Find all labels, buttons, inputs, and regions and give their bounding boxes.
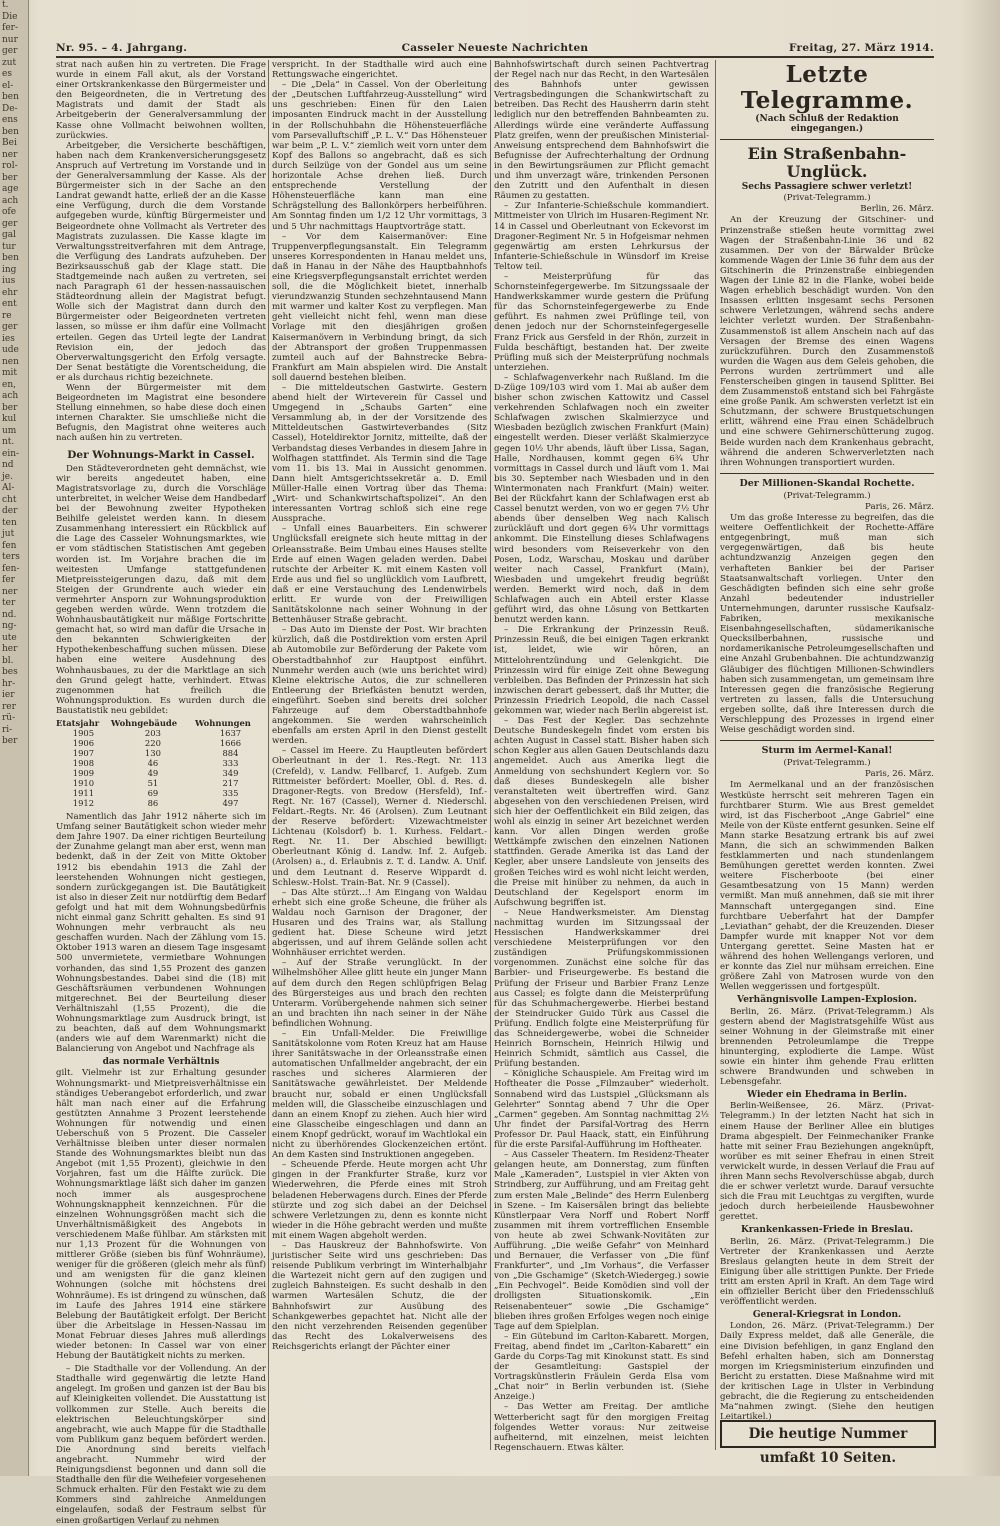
table-header: Wohnungen [194, 718, 251, 728]
divider [720, 740, 934, 741]
margin-fragment: ute [2, 632, 17, 643]
margin-fragment: Die [2, 11, 18, 22]
margin-fragment: zut [2, 57, 17, 68]
table-cell: 1905 [72, 728, 95, 739]
news-item: – Die „Dela“ in Cassel. Von der Oberleitung der „Deutschen Luftfahrzeug-Ausstellung“ wird uns geschrieben: Einen für den Laien imposanten Eindruck macht in der Ausstellung in der Rollschuhbahn die Höhensteuerfläche vom Parsevalluftschiff „P. L. V.“ Das Höhensteuer war beim „P. L. V.“ ziemlich weit vorn unter dem Kopf des Ballons so angebracht, daß es sich durch Seilzüge von der Gondel aus um seine horizontale Achse drehen ließ. Durch entsprechende Verstellung der Höhensteuerfläche kann man eine Schrägstellung des Ballonkörpers herbeiführen. Am Sonntag finden um 1/2 12 Uhr vormittags, 3 und 5 Uhr nachmittags Hauptvorträge statt. [272, 80, 487, 232]
news-item: – Schlafwagenverkehr nach Rußland. Im die D-Züge 109/103 wird vom 1. Mai ab außer dem bisher schon zwischen Kattowitz und Cassel verkehrenden Schlafwagen noch ein zweiter Schlafwagen zwischen Skalmierzyce und Wiesbaden bezüglich zwischen Frankfurt (Main) eingestellt werden. Dieser verläßt Skalmierzyce gegen 10½ Uhr abends, läuft über Lissa, Sagan, Halle, Nordhausen, kommt gegen 6¾ Uhr vormittags in Cassel durch und läuft vom 1. Mai bis 30. September nach Wiesbaden und in den Wintermonaten nach Frankfurt (Main) weiter. Bei der Rückfahrt kann der Schlafwagen erst ab Cassel benutzt werden, von wo er gegen 7½ Uhr abends über denselben Weg nach Kalisch zurückläuft und dort gegen 6¾ Uhr vormittags ankommt. Die Einstellung dieses Schlafwagens wird besonders vom Reiseverkehr von den Posen, Lodz, Warschau, Moskau und darüber weiter nach Cassel, Frankfurt (Main), Wiesbaden und umgekehrt freudig begrüßt werden. Bemerkt wird noch, daß in dem Schlafwagen auch ein Abteil erster Klasse geführt wird, das ohne Lösung von Bettkarten benutzt werden kann. [494, 372, 709, 626]
telegram-dateline: Berlin, 26. März. [860, 204, 934, 215]
table-header: Etatsjahr [56, 718, 100, 728]
margin-fragment: fer- [2, 23, 19, 33]
article-text: – Die Stadthalle vor der Vollendung. An der Stadthalle wird gegenwärtig die letzte Hand angelegt. Im großen und ganzen ist der Bau bis auf Kleinigkeiten vollendet. Die Ausstattung ist vollkommen zur Stelle. Auch bereits die elektrischen Beleuchtungskörper sind angebracht, wie auch Mappe für die Stadthalle vom Publikum ganz bequem befördert werden. Die Anordnung sind bereits vielfach angebracht. Nummehr wird der Reinigungsdienst begonnen und dann soll die Stadthalle den für die Weihefeier vorgesehenen Schmuck erhalten. Für den Festakt wie zu dem Kommers sind zahlreiche Anmeldungen eingelaufen, sodaß der Festraum selbst für einen großartigen Verlauf zu nehmen [56, 1364, 266, 1526]
paper-name: Casseler Neueste Nachrichten [401, 42, 589, 54]
table-cell: 51 [147, 778, 159, 789]
column-rule [715, 60, 716, 1450]
table-cell: 46 [147, 758, 159, 769]
margin-fragment: bes [2, 667, 18, 677]
telegram-headline: Verhängnisvolle Lampen-Explosion. [737, 995, 917, 1006]
article-text: Bahnhofswirtschaft durch seinen Pachtvertrag der Regel nach nur das Recht, in den Wartesälen des Bahnhofs unter gewissen Vertragsbedingungen die Schankwirtschaft zu betreiben. Das Recht des Hausherrn darin steht lediglich nur den betreffenden Bahnbeamten zu. Allerdings würde eine veränderte Auffassung Platz greifen, wenn der preußischen Ministerial-Anweisung entsprechend dem Bahnhofswirt die Befugnisse der Aufrechterhaltung der Ordnung in den Bewirtungsräumen zur Pflicht gemacht und ihm unverzagt wäre, trinkenden Personen den Zutritt und den Aufenthalt in diesen Räumen zu gestatten. [494, 60, 709, 202]
table-row [56, 758, 266, 768]
margin-fragment: ude [2, 345, 19, 355]
news-item: – Aus Casseler Theatern. Im Residenz-Theater gelangen heute, am Donnerstag, zum fünften Male „Kameraden“, Lustspiel in vier Akten von Strindberg, zur Aufführung, und am Freitag geht zum ersten Male „Belinde“ des Herrn Eulenberg in Szene. – Im Kaisersälen bringt das beliebte Künstlerpaar Vera Norff und Robert Norff zusammen mit ihrem vortrefflichen Ensemble von heute ab zwei Schwank-Novitäten zur Aufführung. „Die weiße Gefahr“ von Meinhard und Bernauer, die Verfasser von „Die fünf Frankfurter“, und „Im Vorhaus“, die Verfasser von „Die Gschamige“ (Sketch-Wiedergeg.) sowie „Ein Pechvogel“. Beide Komödien sind voll der drolligsten Situationskomik. „Ein Reisenabenteuer“ sowie „Die Gschamige“ blieben ihres großen Erfolges wegen noch einige Tage auf dem Spielplan. [494, 1150, 709, 1332]
margin-fragment: ofe [2, 207, 17, 217]
table-row [56, 738, 266, 748]
news-item: – Das Fest der Kegler. Das sechzehnte Deutsche Bundeskegeln findet vom ersten bis achten August in Cassel statt. Bisher haben sich schon Kegler aus allen Gauen Deutschlands dazu angemeldet. Auch aus Amerika liegt die Anmeldung von sechshundert Keglern vor. So daß dieses Bundeskegeln alle bisher veranstalteten weit übertreffen wird. Ganz abgesehen von den verschiedenen Preisen, wird sich hier der Oeffentlichkeit ein Bild zeigen, das wohl als einzig in seiner Art bezeichnet werden kann. Vor allen Dingen werden große Wettkämpfe zwischen den einzelnen Nationen stattfinden. Gerade Amerika ist das Land der Kegler, aber unsere Landsleute von jenseits des großen Teiches wird es wohl nicht leicht werden, die Preise mit hinüber zu nehmen, da auch in Deutschland der Kegelsport enorm im Aufschwung begriffen ist. [494, 716, 709, 908]
margin-fragment: hr- [2, 678, 16, 689]
housing-statistics-table [56, 718, 266, 808]
telegram-text: Im Aermelkanal und an der französischen Westküste herrscht seit mehreren Tagen ein furchtbarer Sturm. Wie aus Brest gemeldet wird, ist das Fischerboot „Ange Gabriel“ eine Meile von der Küste entfernt gesunken. Seine elf Mann starke Besatzung ertrank bis auf zwei Mann, die sich an schwimmenden Balken festklammerten und nach stundenlangem Bemühungen gerettet werden konnten. Zwei weitere Fischerboote (bei einer Gesamtbesatzung von 15 Mann) werden vermißt. Man muß annehmen, daß sie mit ihrer Mannschaft untergegangen sind. Eine furchtbare Ueberfahrt hat der Dampfer „Leviathan“ gehabt, der die Kreuzenden. Dieser Dampfer wurde mit knapper Not vor dem Untergang gerettet. Seine Masten hat er während des hohen Wellengangs verloren, und er konnte das Ziel nur mühsam erreichen. Eine größere Zahl von Matrosen wurde von den Wellen weggerissen und fortgespült. [720, 780, 934, 993]
lead-telegram-headline: Ein Straßenbahn-Unglück. [747, 144, 907, 182]
table-cell: 1911 [72, 788, 95, 799]
table-cell: 333 [222, 758, 239, 769]
article-subheading: das normale Verhältnis [102, 1057, 220, 1068]
margin-fragment: ach [2, 195, 19, 206]
margin-fragment: fen [2, 540, 17, 551]
table-cell: 130 [144, 748, 161, 759]
telegram-source: (Privat-Telegramm.) [783, 193, 871, 204]
table-cell: 203 [144, 728, 161, 739]
margin-fragment: ens [2, 115, 18, 125]
table-cell: 1909 [72, 768, 95, 779]
news-item: – Zur Infanterie-Schießschule kommandiert. Mittmeister von Ulrich im Husaren-Regiment Nr. 14 in Cassel und Oberleutnant von Eckevorst im Dragoner-Regiment Nr. 5 in Hofgeismar nehmen gegenwärtig am ersten Lehrkursus der Infanterie-Schießschule in Wünsdorf im Kreise Teltow teil. [494, 201, 709, 272]
table-row [56, 788, 266, 798]
column-2 [272, 60, 487, 1450]
telegram-headline: General-Kriegsrat in London. [752, 1310, 902, 1321]
margin-fragment: Bei [2, 138, 17, 148]
margin-fragment: ein- [2, 448, 20, 459]
telegram-text: Um das große Interesse zu begreifen, das die weitere Oeffentlichkeit der Rochette-Affäre entgegenbringt, muß man sich vergegenwärtigen, daß bis heute achtundzwanzig Anzeigen gegen den verhafteten Bankier bei der Pariser Staatsanwaltschaft vorliegen. Unter den Geschädigten befinden sich eine sehr große Anzahl bedeutender industrieller Unternehmungen, darunter russische Kaufsalz-Fabriken, mexikanische Eisenbahngesellschaften, südamerikanische Quecksilberbahnen, russische und nordamerikanische Petroleumgesellschaften und eine Anzahl Grubenbahnen. Die achtundzwanzig Gläubiger des flüchtigen Millionen-Schwindlers haben sich zusammengetan, um gemeinsam ihre Interessen gegen die französische Regierung vertreten zu lassen, falls die Untersuchung ergeben sollte, daß ihre Interessen durch die Verschleppung des Prozesses in irgend einer Weise geschädigt worden sind. [720, 513, 934, 736]
margin-fragment: rü- [2, 713, 16, 723]
margin-fragment: ri- [2, 724, 13, 735]
news-item: – Vor dem Kaisermanöver: Eine Truppenverpflegungsanstalt. Ein Telegramm unseres Korrespondenten in Hanau meldet uns, daß in Hanau in der Nähe des Hauptbahnhofs eine Kriegsverpflegungsanstalt errichtet werden soll, die die Möglichkeit bietet, innerhalb vierundzwanzig Stunden sechzehntausend Mann mit warmer und kalter Kost zu verpflegen. Man geht vielleicht nicht fehl, wenn man diese Vorlage mit den diesjährigen großen Kaisermanövern in Verbindung bringt, da sich der Abtransport der großen Truppenmassen zumteil auch auf der Bahnstrecke Bebra-Frankfurt am Main abspielen wird. Die Anstalt soll dauernd bestehen bleiben. [272, 231, 487, 383]
margin-fragment: ger [2, 218, 18, 229]
margin-fragment: cht [2, 494, 17, 505]
telegram-text: Berlin-Weißensee, 26. März. (Privat-Telegramm.) In der letzten Nacht hat sich in einem Hause der Berliner Allee ein blutiges Drama abgespielt. Der Feinmechaniker Franke hatte mit seiner Frau Beziehungen angeknüpft, worüber es mit seiner Ehefrau in einen Streit verwickelt wurde, in dessen Verlauf die Frau auf ihren Mann sechs Revolverschüsse abgab, durch die er schwer verletzt wurde. Darauf versuchte sich die Frau mit Leuchtgas zu vergiften, wurde jedoch durch herbeieilende Hausbewohner gerettet. [720, 1101, 934, 1223]
margin-fragment: rer [2, 701, 16, 712]
table-cell: 335 [222, 788, 239, 799]
column-3 [494, 60, 709, 1453]
margin-fragment: tur [2, 241, 16, 252]
margin-fragment: ber [2, 402, 18, 413]
margin-fragment: ehr [2, 287, 18, 298]
news-item: – Königliche Schauspiele. Am Freitag wird im Hoftheater die Posse „Filmzauber“ wiederholt. Sonnabend wird das Lustspiel „Glücksmann als Gelehrter“ Sonntag abend 7 Uhr die Oper „Carmen“ gegeben. Am Sonntag nachmittag 2½ Uhr findet der Parsifal-Vortrag des Herrn Professor Dr. Paul Haack, statt, ein Einführung für die erste Parsifal-Aufführung im Hoftheater. [494, 1069, 709, 1151]
news-item: – Ein Unfall-Melder. Die Freiwillige Sanitätskolonne vom Roten Kreuz hat am Hause ihrer Sanitätswache in der Orleansstraße einen automatischen Unfallmelder angebracht, der ein rasches und sicheres Alarmieren der Sanitätswache gewährleistet. Der Meldende braucht nur, sobald er einen Unglücksfall melden will, die Glasscheibe einzuschlagen und dann an einem Knopf zu ziehen. Auch hier wird eine Glasscheibe eingeschlagen und dann an einem Knopf gedrückt, worauf im Wachtlokal ein nicht zu überhörendes Glockenzeichen ertönt. An dem Kasten sind Instruktionen angegeben. [272, 1029, 487, 1161]
margin-fragment: ten [2, 517, 17, 528]
margin-fragment: ing [2, 264, 17, 275]
table-row [56, 728, 266, 738]
margin-fragment: es [2, 69, 12, 79]
telegram-text: Berlin, 26. März. (Privat-Telegramm.) Die Vertreter der Krankenkassen und Aerzte Breslaus gelangten heute in dem Streit der Einigung über alle strittigen Punkte. Der Friede tritt am ersten April in Kraft. An dem Tage wird ein offizieller Bericht über den Friedensschluß veröffentlicht werden. [720, 1236, 934, 1308]
news-item: – Neue Handwerksmeister. Am Dienstag nachmittag wurden im Sitzungssaal der Hessischen Handwerkskammer drei verschiedene Meisterprüfungen vor den zuständigen Prüfungskommissionen vorgenommen. Zunächst eine solche für das Barbier- und Friseurgewerbe. Es bestand die Prüfung der Friseur und Barbier Franz Lenze aus Cassel; es folgte dann die Meisterprüfung für das Schuhmachergewerbe. Hierbei bestand der Steindrucker Guido Türk aus Cassel die Prüfung. Endlich folgte eine Meisterprüfung für das Schneidergewerbe, wobei die Schneider Heinrich Bornschein, Heinrich Hilwig und Heinrich Schmidt, sämtlich aus Cassel, die Prüfung bestanden. [494, 907, 709, 1070]
margin-fragment: Al- [2, 483, 15, 493]
margin-fragment: her [2, 644, 18, 654]
margin-fragment: ies [2, 333, 15, 344]
margin-fragment: um [2, 425, 17, 436]
margin-fragment: ach [2, 391, 19, 401]
margin-fragment: bl. [2, 655, 14, 666]
margin-fragment: jut [2, 529, 15, 539]
telegram-source: (Privat-Telegramm.) [783, 490, 871, 501]
margin-fragment: nur [2, 34, 18, 45]
margin-fragment: age [2, 184, 19, 194]
telegram-text: London, 26. März. (Privat-Telegramm.) Der Daily Express meldet, daß alle Generäle, die eine Division befehligen, in ganz England den Befehl erhalten haben, sich am Donnerstag morgen im Kriegsministerium einzufinden und Bericht zu erstatten. Diese Maßnahme wird mit der kritischen Lage in Ulster in Verbindung gebracht, die die Regierung zu entscheidenden Ma“nahmen zwingt. (Siehe den heutigen Leitartikel.) [720, 1321, 934, 1423]
table-cell: 49 [147, 768, 159, 779]
lead-telegram-deck: Sechs Passagiere schwer verletzt! [741, 182, 913, 193]
margin-fragment: ben [2, 253, 19, 263]
margin-fragment: ber [2, 736, 18, 746]
page-header [56, 42, 934, 58]
news-item: – Die mitteldeutschen Gastwirte. Gestern abend hielt der Wirteverein für Cassel und Umgegend in „Schaubs Garten“ eine Versammlung ab, in der der Vorsitzende des Mitteldeutschen Gastwirteverbandes (Sitz Cassel), Hoteldirektor Jornitz, mitteilte, daß der Verbandstag dieses Verbandes in diesem Jahre in Wolfhagen stattfindet. Als Termin sind die Tage vom 11. bis 13. Mai in Aussicht genommen. Dann hielt Amtsgerichtssekretär a. D. Emil Müller-Halle einen Vortrag über das Thema: „Wirt- und Schankwirtschaftspolizei“. An den interessanten Vortrag schloß sich eine rege Aussprache. [272, 383, 488, 525]
margin-fragment: De- [2, 103, 18, 114]
column-1 [56, 60, 266, 1526]
margin-fragment: gal [2, 230, 17, 240]
telegram-headline: Wieder ein Ehedrama in Berlin. [747, 1090, 907, 1101]
article-text: strat nach außen hin zu vertreten. Die Frage wurde in einem Fall akut, als der Vorstand einer Ortskrankenkasse den Bürgermeister und den Beigeordneten, die in Vertretung des Magistrats und damit der Stadt als Arbeitgeberin der Generalversammlung der Kasse ohne Vollmacht beiwohnen wollten, zurückwies. [56, 60, 266, 141]
news-item: – Das Hauskreuz der Bahnhofswirte. Von juristischer Seite wird uns geschrieben: Das reisende Publikum verbringt im Winterhalbjahr die Wartezeit nicht gern auf den zugigen und zugleich Bahnsteigen. Es sucht deshalb in den warmen Wartesälen Schutz, die der Bahnhofswirt zur Ausübung des Schankgewerbes gepachtet hat. Nicht alle der den nicht verzehrenden Reisenden gegenüber das Recht des Lokalverweisens des Reichsgerichts erlangt der Pächter einer [272, 1240, 487, 1352]
margin-fragment: ters [2, 552, 20, 562]
margin-fragment: ben [2, 126, 19, 137]
margin-fragment: en, [2, 379, 16, 390]
news-item: – Unfall eines Bauarbeiters. Ein schwerer Unglücksfall ereignete sich heute mittag in der Orleansstraße. Beim Umbau eines Hauses stellte Erde auf einen Wagen geladen werden. Dabei rutschte der Arbeiter K. mit einem Kasten voll Erde aus und fiel so unglücklich vom Laufbrett, daß er eine Verstauchung des Lendenwirbels erlitt. Er wurde von der Freiwilligen Sanitätskolonne nach seiner Wohnung in der Bettenhäuser Straße gebracht. [272, 524, 487, 626]
article-text: Namentlich das Jahr 1912 näherte sich im Umfang seiner Bautätigkeit schon wieder mehr dem Jahre 1907. Da einer richtigen Beurteilung der Zunahme gelangt man aber erst, wenn man bedenkt, daß in der Zeit von Mitte Oktober 1912 bis ebendahin 1913 die Zahl der leerstehenden Wohnungen nicht gestiegen, sondern zurückgegangen ist. Die Bautätigkeit ist also in dieser Zeit nur notdürftig dem Bedarf gefolgt und hat mit dem Wohnungsbedürfnis nicht einmal ganz Schritt gehalten. Es sind 91 Wohnungen mehr verbraucht als neu geschaffen wurden. Nach der Zählung vom 15. Oktober 1913 waren an diesem Tage insgesamt 500 unvermietete, vermietbare Wohnungen vorhanden, das sind 1,55 Prozent des ganzen Wohnungsbestandes. Dabei sind die (18) mit Geschäftsräumen verbundenen Wohnungen mitgerechnet. Bei der Beurteilung dieser Verhältniszahl (1,55 Prozent), die die Wohnungsmarktlage zum Ausdruck bringt, ist zu beachten, daß auf dem Wohnungsmarkt (anders wie auf dem Warenmarkt) nicht die Balancierung von Angebot und Nachfrage als [56, 812, 266, 1055]
margin-fragment: nt. [2, 437, 15, 447]
telegrams-headline: Letzte Telegramme. [740, 61, 914, 114]
table-cell: 1910 [72, 778, 95, 789]
news-item: – Ein Gütebund im Carlton-Kabarett. Morgen, Freitag, abend findet im „Carlton-Kabarett“ ein Garde du Corps-Tag mit Kinokunst statt. Es sind der Gesamtleitung: Gastspiel der Vortragskünstlerin Fräulein Gerda Elsa vom „Chat noir“ in Berlin verbunden ist. (Siehe Anzeige.) [494, 1331, 709, 1403]
margin-fragment: ter [2, 598, 16, 608]
margin-fragment: rol- [2, 161, 18, 171]
telegram-dateline: Paris, 26. März. [865, 502, 934, 512]
telegram-dateline: Paris, 26. März. [865, 769, 934, 780]
column-4 [720, 60, 934, 1423]
margin-fragment: ger [2, 46, 18, 56]
table-cell: 349 [222, 768, 239, 779]
margin-fragment: nen [2, 356, 19, 367]
table-cell: 217 [222, 778, 239, 789]
table-cell: 1907 [72, 748, 95, 759]
news-item: – Auf der Straße verunglückt. In der Wilhelmshöher Allee glitt heute ein junger Mann auf dem durch den Regen schlüpfrigen Belag des Bürgersteiges aus und brach den rechten Unterarm. Vorübergehende nahmen sich seiner an und brachten ihn nach seiner in der Nähe befindlichen Wohnung. [272, 958, 487, 1029]
margin-fragment: re [2, 310, 12, 321]
news-item: – Die Erkrankung der Prinzessin Reuß. Prinzessin Reuß, die bei einigen Tagen erkrankt ist, leidet, wie wir hören, an Mittelohrentzündung und Gelenkgicht. Die Prinzessin wird für einige Zeit ohne Bewegung verbleiben. Das Befinden der Prinzessin hat sich inzwischen derart gebessert, daß ihr Mutter, die Prinzessin Friedrich Leopold, die nach Cassel gekommen war, wieder nach Berlin abgereist ist. [494, 625, 709, 716]
news-item: – Cassel im Heere. Zu Hauptleuten befördert Oberleutnant in der 1. Res.-Regt. Nr. 113 (Crefeld), v. Landw. Fellbarcf, 1. Aufgeb. Zum Rittmeister befördert: Moeller, Obl. d. Res. d. Dragoner-Regts. von Bredow (Hersfeld), Inf.-Regt. Nr. 167 (Cassel), Werner d. Niederschl. Feldart.-Regts. Nr. 46 (Arolsen). Zum Leutnant der Reserve befördert: Vizewachtmeister Lichtenau (Kolsdorf) b. 1. Kurhess. Feldart.-Regt. Nr. 11. Der Abschied bewilligt: Oberleutnant König d. Landw. Inf. 2. Aufgeb. (Arolsen) a., d. Erlaubnis z. T. d. Landw. A. Unif. und dem Leutnant d. Reserve Wippardt d. Schlesw.-Holst. Train-Bat. Nr. 9 (Cassel). [272, 746, 487, 888]
table-cell: 1666 [219, 738, 242, 749]
margin-fragment: ner [2, 586, 18, 597]
telegram-headline: Sturm im Aermel-Kanal! [761, 745, 893, 757]
margin-fragment: mit [2, 368, 18, 378]
margin-fragment: nd. [2, 609, 17, 620]
telegrams-subtitle: (Nach Schluß der Redaktion eingegangen.) [755, 114, 899, 135]
table-row [56, 778, 266, 788]
table-row [56, 768, 266, 778]
article-text: Den Städteverordneten geht demnächst, wie wir bereits angedeutet haben, eine Magistratsvorlage zu, durch die Vorschläge unterbreitet, in welcher Weise dem Handbedarf bei der Bewohnung zweiter Hypotheken Beihilfe geleistet werden kann. In diesem Zusammenhang interessiert ein Rückblick auf die Lage des Casseler Wohnungsmarktes, wie er vom städtischen Statistischen Amt gegeben worden ist. Im Vorjahre brachen die im weitesten Umfange stattgefundenen Mietpreissteigerungen dazu, daß mit dem Steigen der Grundrente auch wieder ein vermehrter Ansporn zur Wohnungsproduktion gegeben werden würde. Wenn trotzdem die Wohnhausbautätigkeit nur mäßige Fortschritte gemacht hat, so wird man dafür die Ursache in den bekannten Schwierigkeiten der Hypothekenbeschaffung suchen müssen. Diese haben eine weitere Ausdehnung des Wohnhausbaues, zu der die Marktlage an sich den Grund gelegt hatte, verhindert. Etwas zugenommen hat freilich die Wohnungsproduktion. Es wurden durch die Baustatistik neu gebildet: [56, 463, 266, 716]
article-text: Arbeitgeber, die Versicherte beschäftigen, haben nach dem Krankenversicherungsgesetz Anspruch auf Vertretung im Vorstande und in der Generalversammlung der Kasse. Als der Bürgermeister sich in der Sache an den Landrat gewandt hatte, erließ der an die Kasse eine Verfügung, durch die dem Vorstande aufgegeben wurde, künftig Bürgermeister und Beigeordnete ohne Vollmacht als Vertreter des Magistrats zuzulassen. Die Kasse klagte im Verwaltungsstreitverfahren mit dem Antrage, die Verfügung des Landrats aufzuheben. Der Bezirksausschuß gab der Klage statt. Die Stadtgemeinde nach außen zu vertreten, sei nach Paragraph 61 der hessen-nassauischen Städteordnung allein der Magistrat befugt. Wolle sich der Magistrat dann durch den Bürgermeister oder Beigeordneten vertreten lassen, so müsse er ihm dafür eine Vollmacht erteilen. Gegen das Urteil legte der Landrat Revision ein, der jedoch das Oberverwaltungsgericht den Erfolg versagte. Der Senat bestätigte die Vorentscheidung, die er als durchaus richtig bezeichnete. [56, 140, 266, 383]
margin-fragment: ng- [2, 621, 17, 631]
telegram-headline: Der Millionen-Skandal Rochette. [739, 477, 915, 489]
news-item: – Scheuende Pferde. Heute morgen acht Uhr gingen in der Frankfurter Straße, kurz vor Wiederwehren, die Pferde eines mit Stroh beladenen Heberwagens durch. Eines der Pferde stürzte und zog sich dabei an der Deichsel schwere Verletzungen zu, denn es konnte nicht wieder in die Höhe gebracht werden und mußte mit einem Wagen abgeholt werden. [272, 1160, 487, 1241]
margin-fragment: ner [2, 149, 18, 160]
margin-fragment: el- [2, 80, 14, 91]
issue-date: Freitag, 27. März 1914. [788, 42, 934, 54]
table-row [56, 798, 266, 808]
article-text: verspricht. In der Stadthalle wird auch eine Rettungswache eingerichtet. [272, 60, 487, 81]
divider [720, 139, 934, 140]
article-text: Wenn der Bürgermeister mit dem Beigeordneten im Magistrat eine besondere Stellung einnehmen, so habe diese doch einen internen Charakter. Sie umschließe nicht die Befugnis, den Magistrat ohne weiteres auch nach außen hin zu vertreten. [56, 383, 266, 444]
margin-fragment: fen- [2, 563, 20, 574]
margin-fragment: der [2, 506, 18, 516]
page-count-notice: Die heutige Nummer umfaßt 10 Seiten. [720, 1420, 936, 1448]
telegram-text: Berlin, 26. März. (Privat-Telegramm.) Als gestern abend der Magistratsgehilfe Wüst aus seiner Wohnung in der Gleimstraße mit einer brennenden Petroleumlampe die Treppe hinunterging, explodierte die Lampe. Wüst sowie ein hinter ihm gehende Frau erlitten schwere Brandwunden und schweben in Lebensgefahr. [720, 1006, 934, 1088]
margin-fragment: ent [2, 299, 17, 309]
margin-fragment: ius [2, 276, 16, 286]
telegram-source: (Privat-Telegramm.) [783, 758, 871, 769]
table-cell: 86 [147, 798, 159, 809]
table-cell: 69 [147, 788, 159, 799]
article-text: gilt. Vielmehr ist zur Erhaltung gesunder Wohnungsmarkt- und Mietpreisverhältnisse ein ständiges Ueberangebot erforderlich, und zwar hält man nach einer auf die Erfahrung gestützten Annahme 3 Prozent leerstehende Wohnungen für notwendig und einen Ueberschuß von 5 Prozent. Die Casseler Verhältnisse bleiben unter dieser normalen Stande des Wohnungsmarktes bleibt nun das Angebot (mit 1,55 Prozent), gleichwie in den Vorjahren, fast um die Hälfte zurück. Die Wohnungsmarktlage läßt sich daher im ganzen noch immer als ausgesprochene Wohnungsknappheit kennzeichnen. Für die einzelnen Wohnungsgrößen macht sich die Unverhältnismäßigkeit des Angebots in verschiedenem Maße fühlbar. Am stärksten mit nur 1,13 Prozent für die Wohnungen von mittlerer Größe (sieben bis fünf Wohnräume), weniger für die größeren (gleich mehr als fünf) und am wenigsten für die ganz kleinen Wohnungen (solche mit höchstens drei Wohnräume). Es ist dringend zu wünschen, daß im Laufe des Jahres 1914 eine stärkere Belebung der Bautätigkeit erfolgt. Der Bericht über die Arbeitslage in Hessen-Nassau im Monat Februar dieses Jahres muß allerdings wieder betonen: In Cassel war von einer Hebung der Bautätigkeit nichts zu merken. [56, 1068, 266, 1362]
margin-fragment: fer [2, 575, 15, 585]
margin-fragment: ger [2, 322, 18, 332]
table-cell: 1912 [72, 798, 95, 809]
table-header: Wohngebäude [110, 718, 178, 728]
margin-fragment: ber [2, 172, 18, 183]
margin-fragment: nd [2, 460, 14, 470]
telegram-headline: Krankenkassen-Friede in Breslau. [740, 1225, 914, 1236]
adjacent-page-margin [0, 0, 29, 1476]
news-item: – Das Wetter am Freitag. Der amtliche Wetterbericht sagt für den morgigen Freitag folgendes Wetter voraus: Nur zeitweise aufheiternd, mit einzelnen, meist leichten Regenschauern. Etwas kälter. [494, 1402, 709, 1453]
table-cell: 1906 [72, 738, 95, 749]
divider [720, 473, 934, 474]
margin-fragment: ben [2, 92, 19, 102]
table-row [56, 748, 266, 758]
news-item: – Das Auto im Dienste der Post. Wir brachten kürzlich, daß die Postdirektion vom ersten April ab Automobile zur Beförderung der Pakete vom Oberstadtbahnhof zur Hauptpost einführt. Nunmehr werden auch (wie uns berichtet wird) Kleine elektrische Autos, die zur schnelleren Entleerung der Briefkästen benutzt werden, eingeführt. Soeben sind bereits drei solcher Fahrzeuge auf dem Oberstadtbahnhofe angekommen. Sie werden wahrscheinlich ebenfalls am ersten April in den Dienst gestellt werden. [272, 625, 487, 747]
issue-number: Nr. 95. – 4. Jahrgang. [56, 42, 188, 54]
table-cell: 884 [222, 748, 239, 759]
margin-fragment: kul [2, 414, 17, 424]
table-cell: 497 [222, 798, 239, 809]
article-headline: Der Wohnungs-Markt in Cassel. [67, 448, 255, 461]
margin-fragment: je. [2, 471, 13, 482]
margin-fragment: ier [2, 690, 15, 700]
column-rule [490, 60, 491, 1450]
table-cell: 1637 [219, 728, 242, 739]
column-rule [268, 60, 269, 1450]
table-cell: 220 [144, 738, 161, 749]
table-cell: 1908 [72, 758, 95, 769]
news-item: – Das Alte stürzt…! Am Eingang von Waldau erhebt sich eine große Scheune, die früher als Waldau noch Garnison der Dragoner, der Husaren und des Trains war, als Stallung gedient hat. Diese Scheune wird jetzt abgerissen, und auf ihrem Gelände sollen acht Wohnhäuser errichtet werden. [272, 887, 487, 959]
telegram-text: An der Kreuzung der Gitschiner- und Prinzenstraße stießen heute vormittag zwei Wagen der Straßenbahn-Linie 36 und 82 zusammen. Der von der Bärwalder Brücke kommende Wagen der Linie 36 fuhr dem aus der Gitschinerin die Prinzenstraße einbiegenden Wagen der Linie 82 in die Flanke, wobei beide Wagen erheblich beschädigt wurden. Von den Insassen erlitten insgesamt sechs Personen schwere Verletzungen, während sechs andere leichter verletzt wurden. Der Straßenbahn-Zusammenstoß ist allem Anschein nach auf das Versagen der Bremse des einen Wagens zurückzuführen. Durch den Zusammenstoß wurden die Wagen aus dem Geleis gehoben, die Perrons wurden zertrümmert und alle Fensterscheiben gingen in tausend Splitter. Bei dem Zusammenstoß entstand sich bei Fahrgäste eine große Panik. Am schwersten verletzt ist ein Schutzmann, der schwere Brustquetschungen erlitt, während eine Frau einen Schädelbruch und eine schwere Gehirnerschütterung zugog. Beide wurden nach dem Krankenhaus gebracht, während die anderen Schwerverletzten nach ihren Wohnungen transportiert wurden. [720, 215, 934, 468]
news-item: – Meisterprüfung für das Schornsteinfegergewerbe. Im Sitzungssaale der Handwerkskammer wurde gestern die Prüfung für das Schornsteinfegergewerbe zu Ende geführt. Es nahmen zwei Prüflinge teil, von denen jedoch nur der Schornsteinfegergeselle Franz Frick aus Gersfeld in der Rhön, zurzeit in Fulda beschäftigt, bestanden hat. Der zweite Prüfling muß sich der Meisterprüfung nochmals unterziehen. [494, 271, 709, 373]
margin-fragment: t. [2, 0, 9, 10]
